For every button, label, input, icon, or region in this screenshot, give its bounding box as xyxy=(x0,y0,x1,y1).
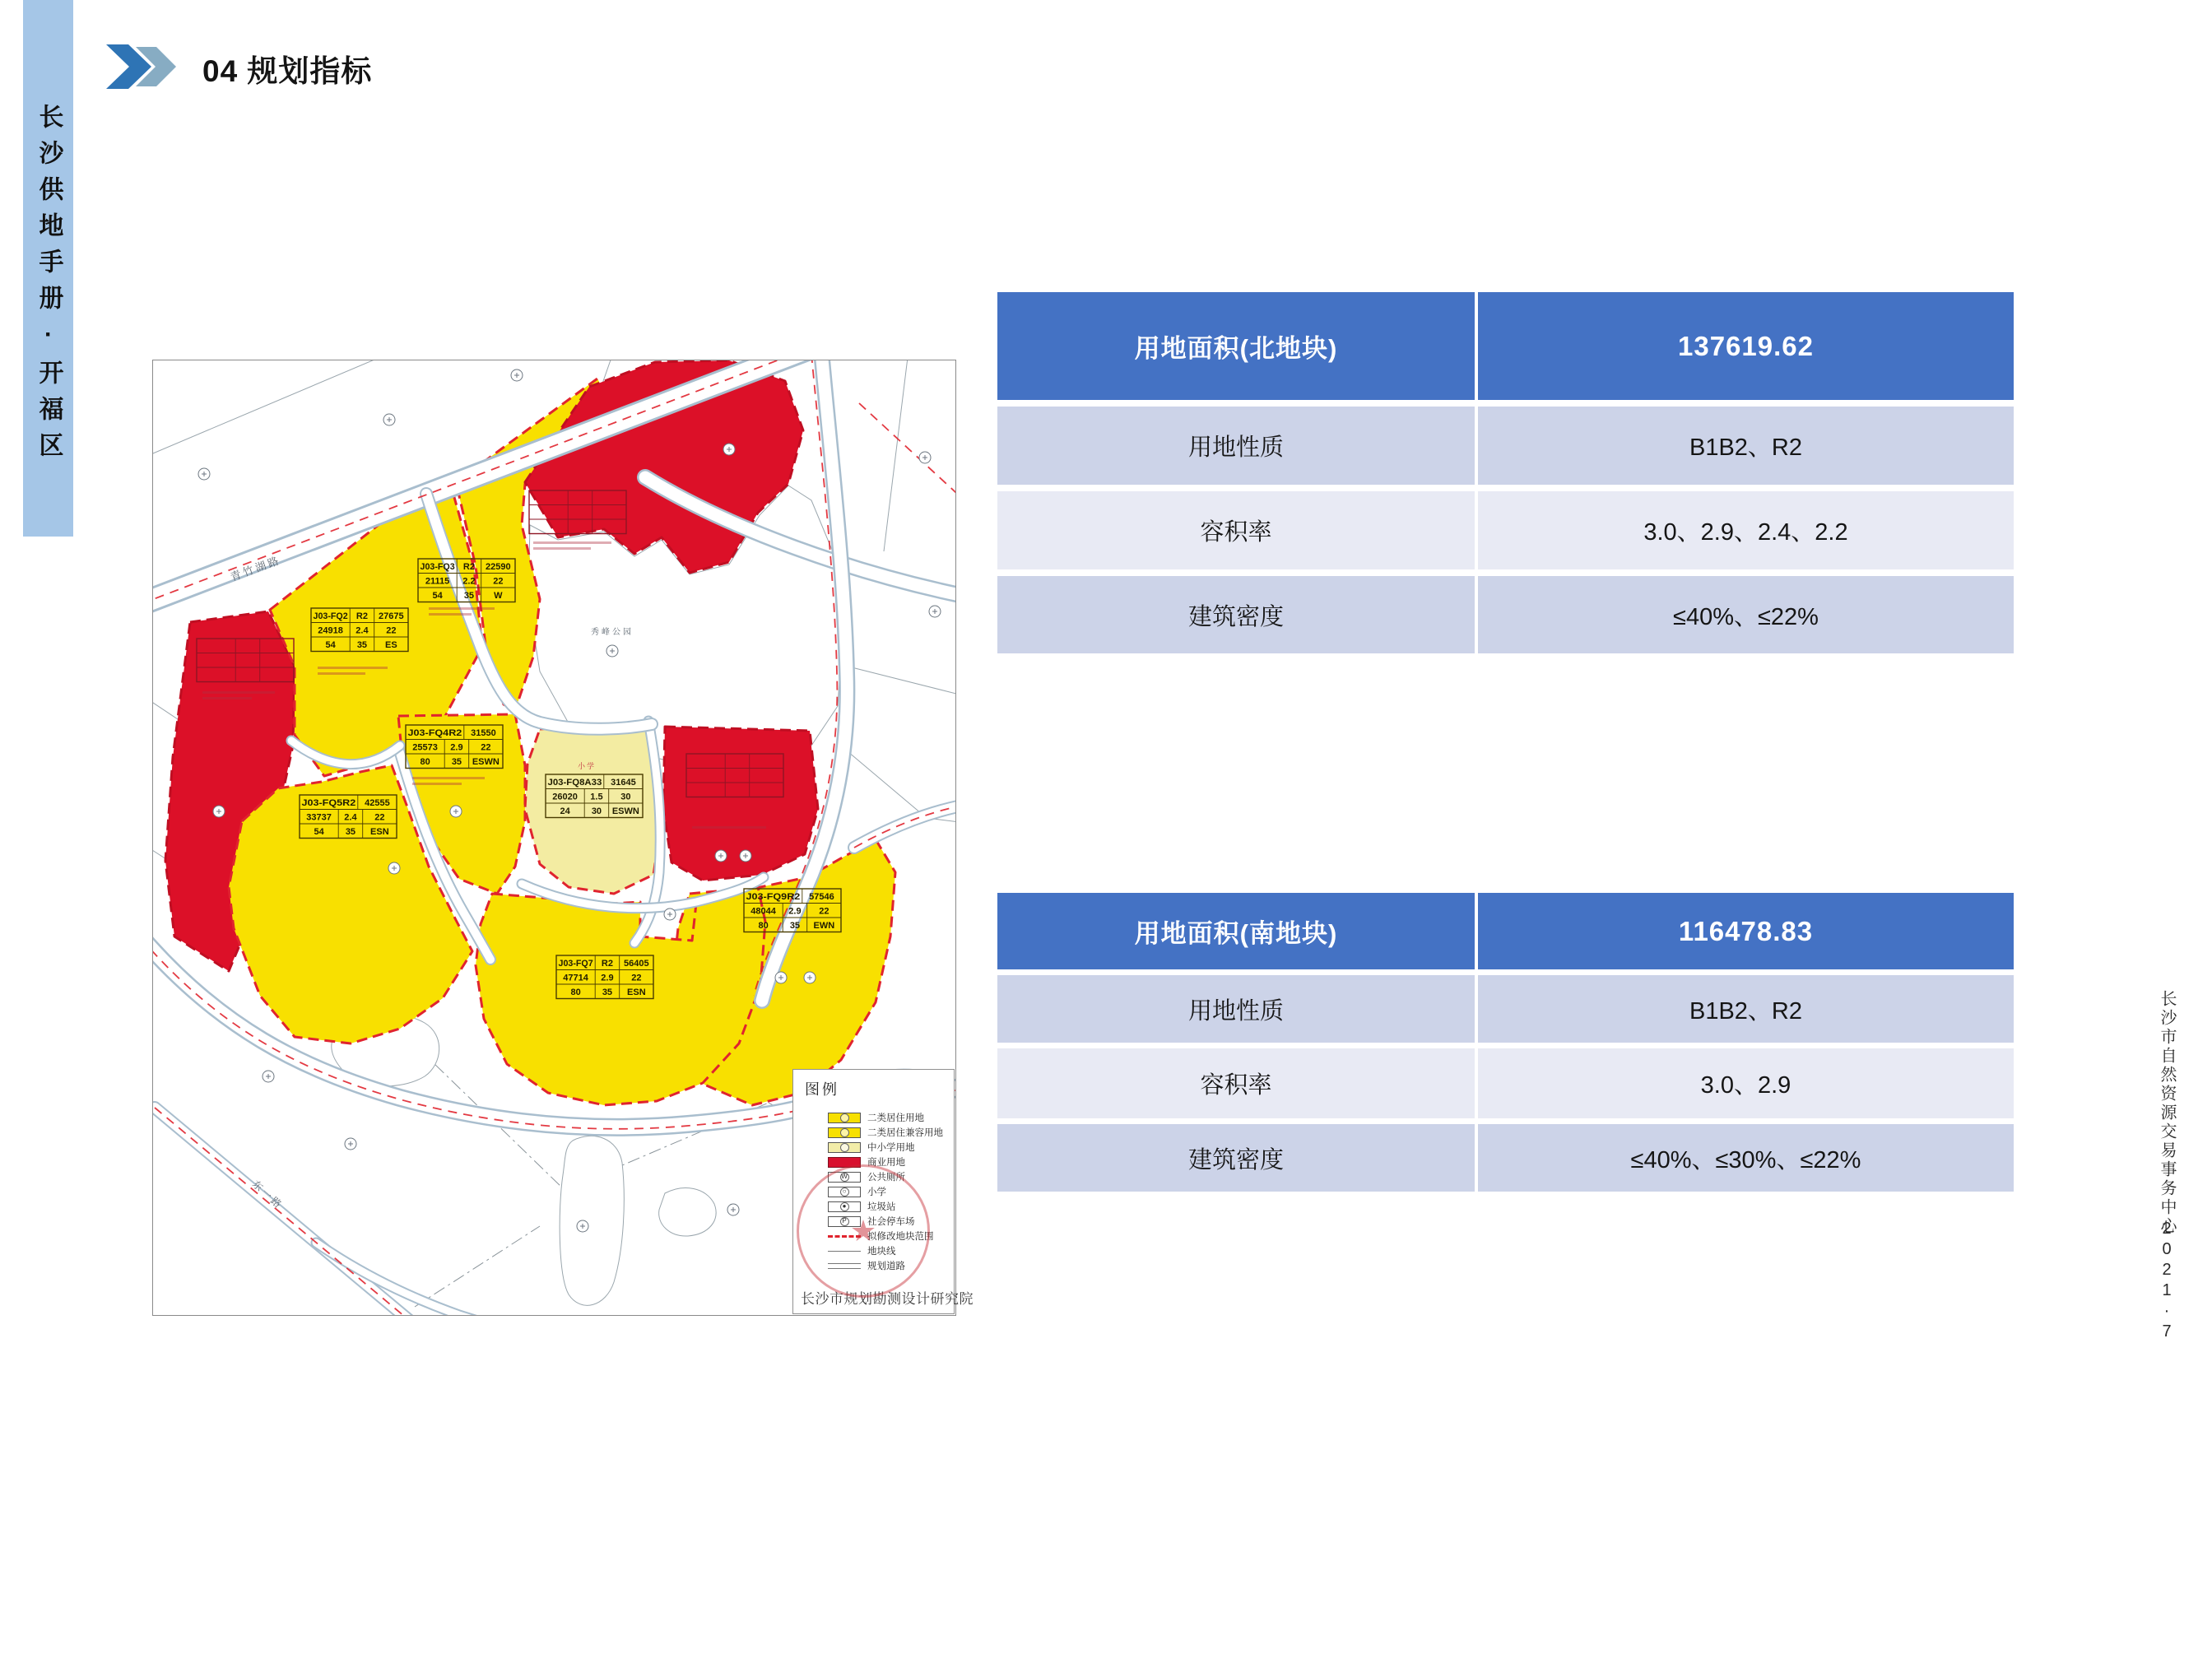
land-parcels xyxy=(165,360,895,1105)
svg-text:EWN: EWN xyxy=(813,921,835,931)
svg-text:24: 24 xyxy=(560,806,570,816)
legend-glyph-icon xyxy=(840,1113,849,1122)
south-area-label: 用地面积(南地块) xyxy=(997,893,1475,969)
row-value: 3.0、2.9、2.4、2.2 xyxy=(1478,491,2014,569)
legend-label: 垃圾站 xyxy=(867,1202,896,1212)
svg-text:54: 54 xyxy=(325,640,336,650)
row-label: 容积率 xyxy=(997,1048,1475,1118)
svg-text:80: 80 xyxy=(570,988,581,997)
svg-text:24918: 24918 xyxy=(318,625,343,636)
svg-text:22: 22 xyxy=(819,906,830,917)
road-name-label-south: 东一路 xyxy=(249,1178,286,1212)
north-block-table xyxy=(997,292,2014,660)
svg-text:35: 35 xyxy=(356,640,368,650)
svg-text:26020: 26020 xyxy=(552,792,578,802)
legend-glyph-icon xyxy=(840,1128,849,1137)
legend-label: 社会停车场 xyxy=(867,1217,915,1227)
row-value: ≤40%、≤22% xyxy=(1478,576,2014,653)
svg-text:ESN: ESN xyxy=(627,988,646,997)
section-title: 04 规划指标 xyxy=(202,54,373,88)
svg-text:54: 54 xyxy=(432,591,443,601)
table-row xyxy=(997,491,2014,569)
table-row xyxy=(997,975,2014,1043)
svg-text:54: 54 xyxy=(314,827,324,837)
park-name-label: 秀峰公园 xyxy=(591,628,634,637)
svg-text:35: 35 xyxy=(789,921,801,931)
table-row xyxy=(997,576,2014,653)
red-seal-stamp-icon: ★ xyxy=(797,1164,930,1298)
svg-text:30: 30 xyxy=(620,792,631,802)
institute-name: 长沙市规划勘测设计研究院 xyxy=(801,1291,974,1307)
svg-text:2.9: 2.9 xyxy=(450,742,463,753)
svg-text:J03-FQ3: J03-FQ3 xyxy=(420,562,455,572)
legend-item xyxy=(793,1125,954,1140)
svg-text:2.2: 2.2 xyxy=(462,576,476,587)
svg-text:1.5: 1.5 xyxy=(590,792,603,802)
svg-text:2.9: 2.9 xyxy=(601,973,614,983)
table-row xyxy=(997,1124,2014,1192)
svg-text:25573: 25573 xyxy=(412,742,438,753)
legend-label: 拟修改地块范围 xyxy=(867,1232,934,1242)
row-value: ≤40%、≤30%、≤22% xyxy=(1478,1124,2014,1192)
svg-text:J03-FQ7: J03-FQ7 xyxy=(558,959,593,969)
row-label: 建筑密度 xyxy=(997,576,1475,653)
sidebar-banner xyxy=(23,0,73,537)
svg-text:22590: 22590 xyxy=(486,562,511,572)
svg-text:80: 80 xyxy=(420,757,430,767)
legend-glyph-icon xyxy=(840,1143,849,1152)
parcel-data-table xyxy=(546,774,643,818)
svg-text:J03-FQ8A33: J03-FQ8A33 xyxy=(547,778,602,788)
parcel-data-table xyxy=(300,795,397,839)
legend-item xyxy=(793,1140,954,1155)
parcel-data-table xyxy=(311,608,408,652)
svg-text:35: 35 xyxy=(463,591,475,601)
planning-map xyxy=(152,360,974,1316)
south-area-value: 116478.83 xyxy=(1478,893,2014,969)
legend-glyph-icon: ○ xyxy=(840,1187,849,1197)
road-name-label: 青竹湖路 xyxy=(228,553,283,583)
legend-swatch-lightyellow-icon xyxy=(828,1142,861,1153)
legend-label: 二类居住兼容用地 xyxy=(867,1128,943,1138)
svg-text:22: 22 xyxy=(481,742,491,753)
row-value: B1B2、R2 xyxy=(1478,407,2014,485)
legend-label: 二类居住用地 xyxy=(867,1113,924,1123)
table-row xyxy=(997,407,2014,485)
legend-label: 公共厕所 xyxy=(867,1173,905,1183)
svg-text:J03-FQ9R2: J03-FQ9R2 xyxy=(746,892,801,902)
sidebar-title: 长沙供地手册·开福区 xyxy=(35,104,63,468)
svg-text:31645: 31645 xyxy=(611,778,636,788)
row-value: 3.0、2.9 xyxy=(1478,1048,2014,1118)
svg-text:R2: R2 xyxy=(601,959,613,969)
legend-glyph-icon: ● xyxy=(840,1202,849,1211)
legend-swatch-yellow-icon xyxy=(828,1113,861,1123)
right-margin-org: 长沙市自然资源交易事务中心 xyxy=(2158,990,2176,1236)
svg-text:22: 22 xyxy=(386,625,397,636)
svg-text:ESWN: ESWN xyxy=(472,757,500,767)
svg-text:22: 22 xyxy=(493,576,504,587)
legend-item xyxy=(793,1110,954,1125)
svg-text:ESWN: ESWN xyxy=(611,806,639,816)
north-table-header xyxy=(997,292,2014,400)
north-area-label: 用地面积(北地块) xyxy=(997,292,1475,400)
svg-text:35: 35 xyxy=(602,988,613,997)
row-label: 容积率 xyxy=(997,491,1475,569)
svg-text:R2: R2 xyxy=(356,611,368,621)
legend-label: 小学 xyxy=(867,1187,886,1197)
svg-text:27675: 27675 xyxy=(379,611,404,621)
svg-text:31550: 31550 xyxy=(471,728,496,738)
svg-text:42555: 42555 xyxy=(365,798,390,808)
parcel-data-table xyxy=(406,725,503,769)
svg-text:ES: ES xyxy=(385,640,397,650)
svg-text:22: 22 xyxy=(374,812,385,823)
row-label: 用地性质 xyxy=(997,975,1475,1043)
svg-text:J03-FQ2: J03-FQ2 xyxy=(313,611,348,621)
svg-text:W: W xyxy=(494,591,503,601)
svg-text:21115: 21115 xyxy=(425,576,450,587)
legend-glyph-icon: W xyxy=(841,1173,848,1180)
svg-text:35: 35 xyxy=(345,827,356,837)
south-block-table xyxy=(997,893,2014,1197)
svg-text:J03-FQ4R2: J03-FQ4R2 xyxy=(407,728,462,738)
row-label: 用地性质 xyxy=(997,407,1475,485)
parcel-data-table xyxy=(418,559,515,602)
double-chevron-icon xyxy=(106,44,195,89)
svg-text:56405: 56405 xyxy=(624,959,649,969)
row-value: B1B2、R2 xyxy=(1478,975,2014,1043)
right-margin-issue: 2021·7 xyxy=(2158,1220,2176,1343)
parcel-data-table xyxy=(556,955,653,999)
svg-text:R2: R2 xyxy=(462,562,475,572)
svg-text:33737: 33737 xyxy=(306,812,332,823)
svg-text:48044: 48044 xyxy=(750,906,776,917)
legend-label: 规划道路 xyxy=(867,1262,905,1271)
svg-text:30: 30 xyxy=(591,806,602,816)
svg-text:22: 22 xyxy=(631,973,642,983)
legend-label: 中小学用地 xyxy=(867,1143,915,1153)
south-table-header xyxy=(997,893,2014,969)
parcel-data-table xyxy=(744,889,841,932)
svg-text:ESN: ESN xyxy=(370,827,389,837)
legend-swatch-yellow-icon xyxy=(828,1127,861,1138)
legend-label: 商业用地 xyxy=(867,1158,905,1168)
north-area-value: 137619.62 xyxy=(1478,292,2014,400)
legend-label: 地块线 xyxy=(867,1247,896,1257)
svg-text:J03-FQ5R2: J03-FQ5R2 xyxy=(301,798,356,808)
svg-text:2.4: 2.4 xyxy=(356,625,369,636)
svg-text:80: 80 xyxy=(758,921,769,931)
svg-text:2.4: 2.4 xyxy=(344,812,357,823)
legend-glyph-icon: P xyxy=(840,1217,849,1226)
svg-text:2.9: 2.9 xyxy=(788,906,802,917)
table-row xyxy=(997,1048,2014,1118)
svg-text:35: 35 xyxy=(451,757,462,767)
row-label: 建筑密度 xyxy=(997,1124,1475,1192)
svg-text:57546: 57546 xyxy=(809,892,834,902)
svg-text:47714: 47714 xyxy=(563,973,588,983)
school-note-label: 小学 xyxy=(578,762,597,770)
legend-title: 图例 xyxy=(805,1081,839,1098)
